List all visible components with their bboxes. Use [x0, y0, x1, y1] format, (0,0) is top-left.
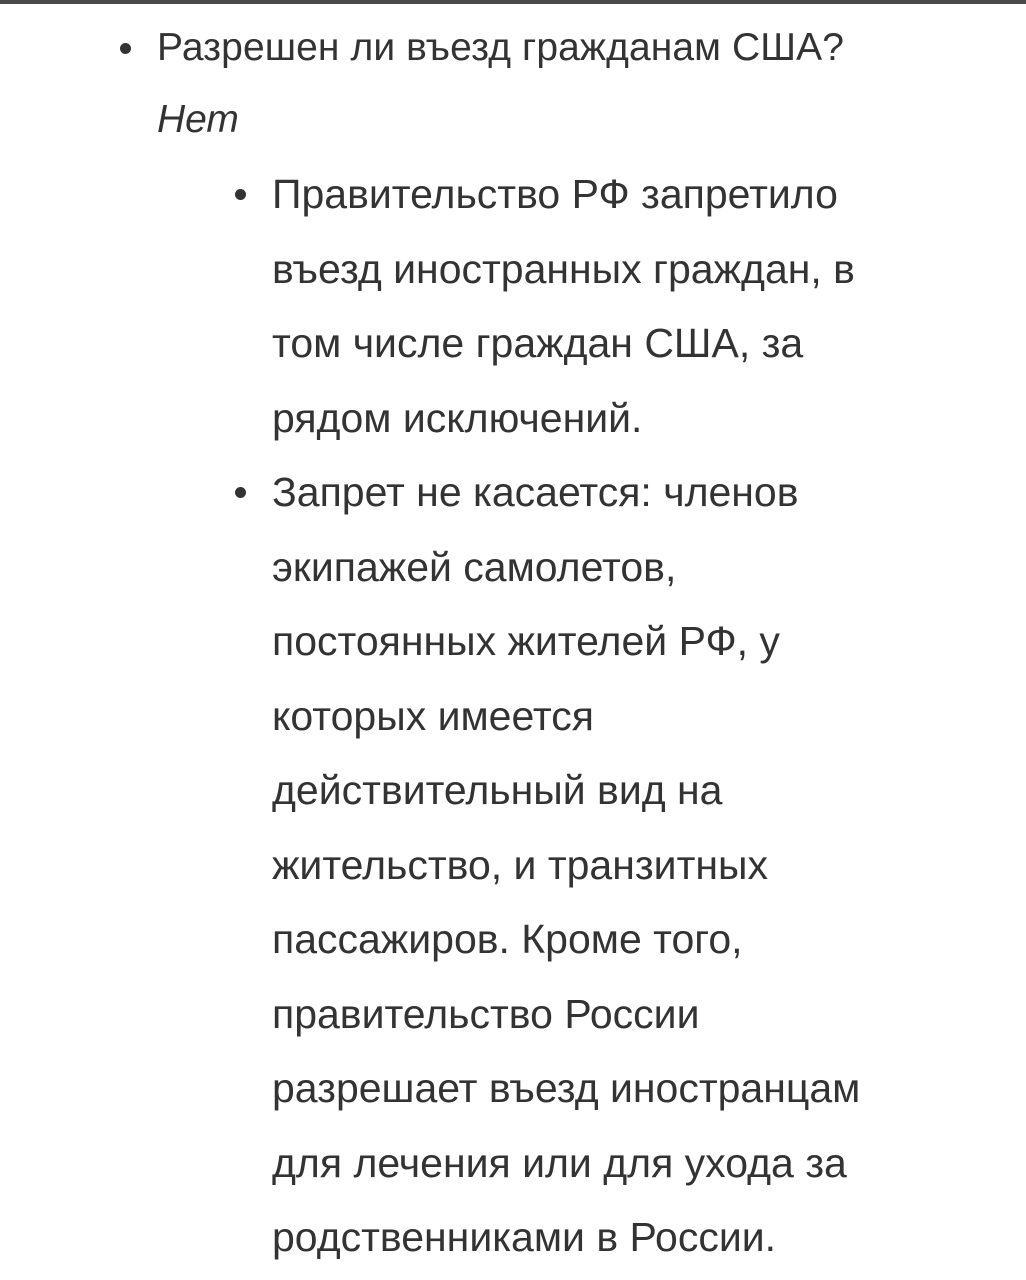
detail-line: постоянных жителей РФ, у [272, 618, 780, 664]
detail-item-2 [272, 455, 972, 1275]
detail-line: действительный вид на [272, 767, 723, 813]
bullet-icon [235, 189, 246, 200]
detail-line: которых имеется [272, 692, 594, 739]
detail-line: Запрет не касается: членов [272, 469, 799, 515]
detail-line: Правительство РФ запретило [272, 171, 838, 217]
detail-line: въезд иностранных граждан, в [272, 245, 855, 292]
detail-line: разрешает въезд иностранцам [272, 1065, 861, 1111]
detail-item-1 [272, 157, 972, 455]
detail-line: правительство России [272, 990, 700, 1037]
detail-line: рядом исключений. [272, 394, 643, 441]
answer-text: Нет [157, 98, 239, 141]
detail-line: том числе граждан США, за [272, 320, 804, 366]
question-item [157, 18, 1017, 150]
detail-line: для лечения или для ухода за [272, 1139, 847, 1186]
bullet-icon [235, 487, 246, 498]
detail-line: родственниками в России. [272, 1214, 777, 1260]
question-list [157, 18, 1017, 150]
question-text: Разрешен ли въезд гражданам США? [157, 26, 845, 69]
bullet-icon [120, 43, 131, 54]
detail-line: пассажиров. Кроме того, [272, 916, 743, 962]
detail-line: экипажей самолетов, [272, 543, 677, 590]
details-list [272, 157, 972, 1275]
detail-line: жительство, и транзитных [272, 841, 768, 888]
